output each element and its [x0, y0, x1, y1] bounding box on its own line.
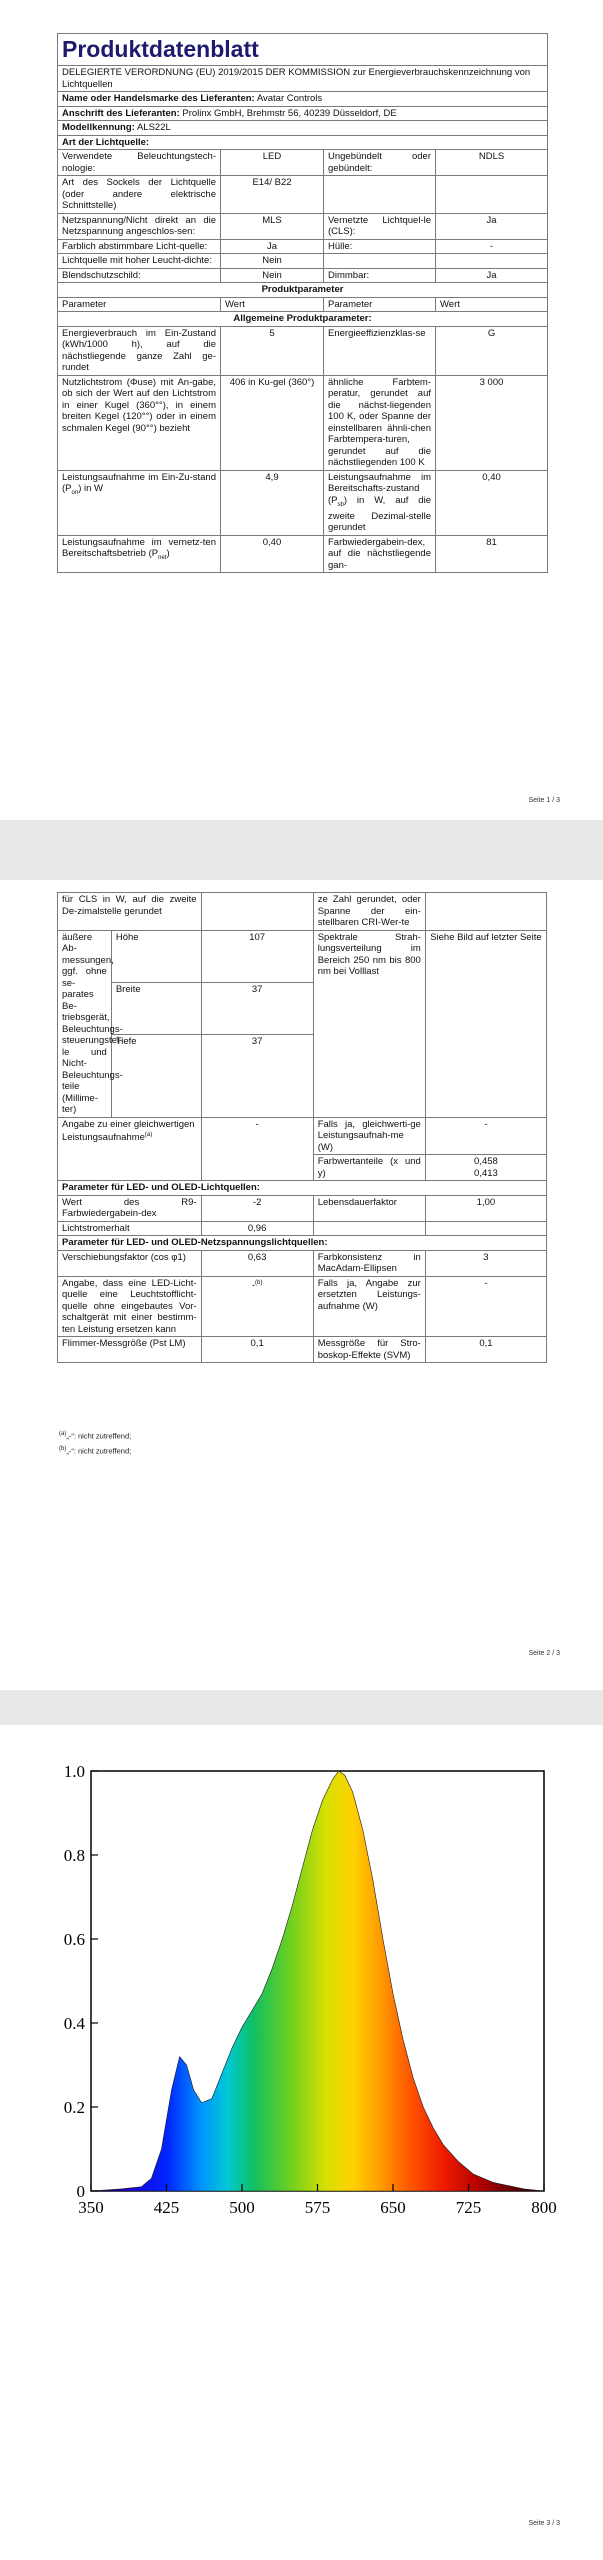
- x-tick-label: 350: [78, 2198, 104, 2217]
- label-part: Leistungsaufnahme im Ein-Zu-stand (P: [62, 471, 216, 494]
- page-3: [0, 1725, 603, 2560]
- page-number: Seite 2 / 3: [528, 1650, 560, 1657]
- value-part: -: [251, 1279, 256, 1291]
- equiv-value: -: [201, 1117, 313, 1181]
- dims-row: [58, 930, 547, 982]
- param-value: 0,1: [425, 1337, 546, 1363]
- footnote-ref: (a): [144, 1132, 153, 1138]
- dim-value: 107: [201, 930, 313, 982]
- param-value: 3: [425, 1250, 546, 1276]
- dim-label: Höhe: [111, 930, 201, 982]
- param-row: [58, 1221, 547, 1236]
- label-part: ) in W: [78, 483, 103, 494]
- dim-label: Breite: [111, 982, 201, 1034]
- type-value: Ja: [436, 268, 548, 283]
- type-label: Blendschutzschild:: [58, 268, 221, 283]
- type-value: MLS: [221, 213, 324, 239]
- type-row: [58, 239, 548, 254]
- supplier-address-label: Anschrift des Lieferanten:: [62, 107, 180, 119]
- chroma-value: [425, 1155, 546, 1181]
- param-label: Farbwiedergabein-dex, auf die nächstliegende gan-: [324, 535, 436, 573]
- param-label: Lebensdauerfaktor: [313, 1195, 425, 1221]
- spectral-distribution-chart: [50, 1762, 557, 2235]
- type-value: Nein: [221, 268, 324, 283]
- dim-value: 37: [201, 982, 313, 1034]
- x-tick-label: 725: [455, 2198, 482, 2217]
- supplier-address: Prolinx GmbH, Brehmstr 56, 40239 Düsseldorf, DE: [182, 107, 397, 119]
- spectrum-area: [91, 1771, 544, 2191]
- param-row: [58, 470, 548, 535]
- regulation-text: DELEGIERTE VERORDNUNG (EU) 2019/2015 DER KOMMISSION zur Energieverbrauchskennzeichnung von Lichtquellen: [58, 66, 548, 92]
- param-label: [58, 535, 221, 573]
- y-tick-label: 0.8: [63, 1846, 85, 1865]
- type-heading: Art der Lichtquelle:: [58, 135, 548, 150]
- equiv-label: [58, 1117, 202, 1181]
- col-header: Wert: [436, 297, 548, 312]
- param-row: [58, 1337, 547, 1363]
- dim-value: 37: [201, 1034, 313, 1117]
- type-value: -: [436, 239, 548, 254]
- type-value: Ja: [436, 213, 548, 239]
- model-label: Modellkennung:: [62, 122, 135, 133]
- param-row-continued: [58, 893, 547, 931]
- y-tick-label: 0.4: [63, 2014, 85, 2033]
- type-label: [324, 176, 436, 214]
- param-value: 4,9: [221, 470, 324, 535]
- type-value: [436, 176, 548, 214]
- param-label: [313, 1221, 425, 1236]
- x-tick-label: 800: [531, 2198, 557, 2217]
- param-label: [58, 470, 221, 535]
- y-tick-label: 0.6: [63, 1930, 85, 1949]
- footnote-a: [59, 1431, 131, 1441]
- subscript: sb: [337, 501, 344, 508]
- spectral-value: Siehe Bild auf letzter Seite: [425, 930, 546, 1117]
- param-label: für CLS in W, auf die zweite De-zimalstelle gerundet: [58, 893, 202, 931]
- type-value: [436, 254, 548, 269]
- param-row: [58, 1276, 547, 1337]
- param-label: Energieverbrauch im Ein-Zustand (kWh/1000 h), auf die nächstliegende ganze Zahl ge-rundet: [58, 326, 221, 375]
- footnote-b: [59, 1446, 131, 1456]
- param-label: Messgröße für Stro-boskop-Effekte (SVM): [313, 1337, 425, 1363]
- param-value: 0,40: [436, 470, 548, 535]
- param-value: 0,1: [201, 1337, 313, 1363]
- type-label: Farblich abstimmbare Licht-quelle:: [58, 239, 221, 254]
- x-tick-label: 575: [304, 2198, 331, 2217]
- param-value: 0,63: [201, 1250, 313, 1276]
- type-row: [58, 213, 548, 239]
- params-header-row: [58, 297, 548, 312]
- param-value: [201, 893, 313, 931]
- label-part: Leistungsaufnahme im Bereitschafts-zustand (P: [328, 471, 431, 506]
- mains-heading: Parameter für LED- und OLED-Netzspannungslichtquellen:: [58, 1236, 547, 1251]
- equiv-row: [58, 1117, 547, 1155]
- led-heading: Parameter für LED- und OLED-Lichtquellen:: [58, 1181, 547, 1196]
- type-label: Ungebündelt oder gebündelt:: [324, 150, 436, 176]
- param-value: 0,96: [201, 1221, 313, 1236]
- footnote-text: „-“: nicht zutreffend;: [66, 1431, 132, 1441]
- param-label: Energieeffizienzklas-se: [324, 326, 436, 375]
- footnote-mark: (a): [59, 1431, 67, 1437]
- x-tick-label: 500: [229, 2198, 255, 2217]
- page-number: Seite 1 / 3: [528, 797, 560, 804]
- page-title: Produktdatenblatt: [58, 34, 548, 66]
- label-part: ) in W, auf die zweite Dezimal-stelle gerundet: [328, 494, 431, 534]
- type-row: [58, 150, 548, 176]
- col-header: Parameter: [324, 297, 436, 312]
- y-tick-label: 0: [76, 2182, 85, 2201]
- params-heading: Produktparameter: [58, 283, 548, 298]
- footnote-mark: (b): [59, 1446, 67, 1452]
- param-label: Verschiebungsfaktor (cos φ1): [58, 1250, 202, 1276]
- param-label: Wert des R9-Farbwiedergabein-dex: [58, 1195, 202, 1221]
- supplier-address-row: [58, 106, 548, 121]
- label-part: ): [166, 548, 170, 560]
- x-tick-label: 425: [153, 2198, 180, 2217]
- y-tick-label: 0.2: [63, 2098, 85, 2117]
- param-value: [425, 893, 546, 931]
- dim-label: Tiefe: [111, 1034, 201, 1117]
- param-value: G: [436, 326, 548, 375]
- type-label: Vernetzte Lichtquel-le (CLS):: [324, 213, 436, 239]
- page-number: Seite 3 / 3: [528, 2520, 560, 2527]
- param-row: [58, 326, 548, 375]
- model-row: [58, 121, 548, 136]
- param-value: [425, 1221, 546, 1236]
- type-label: Lichtquelle mit hoher Leucht-dichte:: [58, 254, 221, 269]
- param-value: 81: [436, 535, 548, 573]
- type-label: Verwendete Beleuchtungstech-nologie:: [58, 150, 221, 176]
- subscript: on: [71, 489, 79, 496]
- supplier-name: Avatar Controls: [256, 93, 323, 104]
- model-id: ALS22L: [136, 122, 171, 133]
- datasheet-table-page2: [57, 892, 547, 1363]
- col-header: Wert: [221, 297, 324, 312]
- param-label: Lichtstromerhalt: [58, 1221, 202, 1236]
- param-label: [324, 470, 436, 535]
- y-tick-label: 1.0: [63, 1762, 85, 1781]
- dims-label: äußere Ab-messungen, ggf. ohne se-parates Be-triebsgerät, Beleuchtungs-steuerungstei-le und Nicht-Beleuchtungs-teile (Millime-ter): [58, 930, 112, 1117]
- param-value: 0,40: [221, 535, 324, 573]
- spectral-label: Spektrale Strah-lungsverteilung im Bereich 250 nm bis 800 nm bei Volllast: [313, 930, 425, 1117]
- param-row: [58, 1195, 547, 1221]
- param-value: 3 000: [436, 375, 548, 470]
- page-2: [0, 880, 603, 1690]
- type-label: Hülle:: [324, 239, 436, 254]
- label-part: Angabe zu einer gleichwertigen Leistungsaufnahme: [62, 1118, 195, 1144]
- y-axis: [64, 1762, 98, 2201]
- general-heading: Allgemeine Produktparameter:: [58, 312, 548, 327]
- param-value: 1,00: [425, 1195, 546, 1221]
- chroma-label: Farbwertanteile (x und y): [313, 1155, 425, 1181]
- type-label: Dimmbar:: [324, 268, 436, 283]
- param-row: [58, 1250, 547, 1276]
- type-value: NDLS: [436, 150, 548, 176]
- subscript: net: [158, 555, 167, 562]
- param-row: [58, 535, 548, 573]
- param-value: 5: [221, 326, 324, 375]
- param-value: [201, 1276, 313, 1337]
- param-label: Flimmer-Messgröße (Pst LM): [58, 1337, 202, 1363]
- type-label: [324, 254, 436, 269]
- param-label: ähnliche Farbtem-peratur, gerundet auf die nächst-liegenden 100 K, oder Spanne der einstellbaren ähnli-chen Farbtempera-turen, gerundet auf die nächstliegenden 100 K: [324, 375, 436, 470]
- param-label: Angabe, dass eine LED-Licht-quelle eine Leuchtstofflicht-quelle ohne eingebautes Vor-schaltgerät mit einer bestimm-ten Leistung ersetzen kann: [58, 1276, 202, 1337]
- type-label: Art des Sockels der Lichtquelle (oder andere elektrische Schnittstelle): [58, 176, 221, 214]
- page-1: [0, 0, 603, 820]
- chroma-y: 0,413: [474, 1167, 498, 1179]
- footnote-text: „-“: nicht zutreffend;: [66, 1446, 132, 1456]
- col-header: Parameter: [58, 297, 221, 312]
- type-value: Ja: [221, 239, 324, 254]
- type-value: Nein: [221, 254, 324, 269]
- equiv-w-value: -: [425, 1117, 546, 1155]
- param-label: ze Zahl gerundet, oder Spanne der ein-stellbaren CRI-Wer-te: [313, 893, 425, 931]
- equiv-w-label: Falls ja, gleichwerti-ge Leistungsaufnah-me (W): [313, 1117, 425, 1155]
- x-tick-label: 650: [380, 2198, 406, 2217]
- param-value: 406 in Ku-gel (360°): [221, 375, 324, 470]
- type-row: [58, 268, 548, 283]
- type-value: LED: [221, 150, 324, 176]
- param-label: Farbkonsistenz in MacAdam-Ellipsen: [313, 1250, 425, 1276]
- param-value: -2: [201, 1195, 313, 1221]
- chroma-x: 0,458: [474, 1156, 498, 1167]
- type-label: Netzspannung/Nicht direkt an die Netzspannung angeschlos-sen:: [58, 213, 221, 239]
- param-value: -: [425, 1276, 546, 1337]
- param-label: Nutzlichtstrom (Φuse) mit An-gabe, ob sich der Wert auf den Lichtstrom in einer Kugel (360°°), in einem breiten Kegel (120°°) oder in einem schmalen Kegel (90°°) bezieht: [58, 375, 221, 470]
- param-row: [58, 375, 548, 470]
- footnote-ref: (b): [255, 1279, 263, 1286]
- supplier-name-row: [58, 92, 548, 107]
- param-label: Falls ja, Angabe zur ersetzten Leistungs-aufnahme (W): [313, 1276, 425, 1337]
- label-part: Leistungsaufnahme im vernetz-ten Bereitschaftsbetrieb (P: [62, 536, 216, 560]
- type-row: [58, 254, 548, 269]
- datasheet-table-page1: [57, 33, 548, 573]
- type-row: [58, 176, 548, 214]
- type-value: E14/ B22: [221, 176, 324, 214]
- supplier-name-label: Name oder Handelsmarke des Lieferanten:: [62, 93, 255, 104]
